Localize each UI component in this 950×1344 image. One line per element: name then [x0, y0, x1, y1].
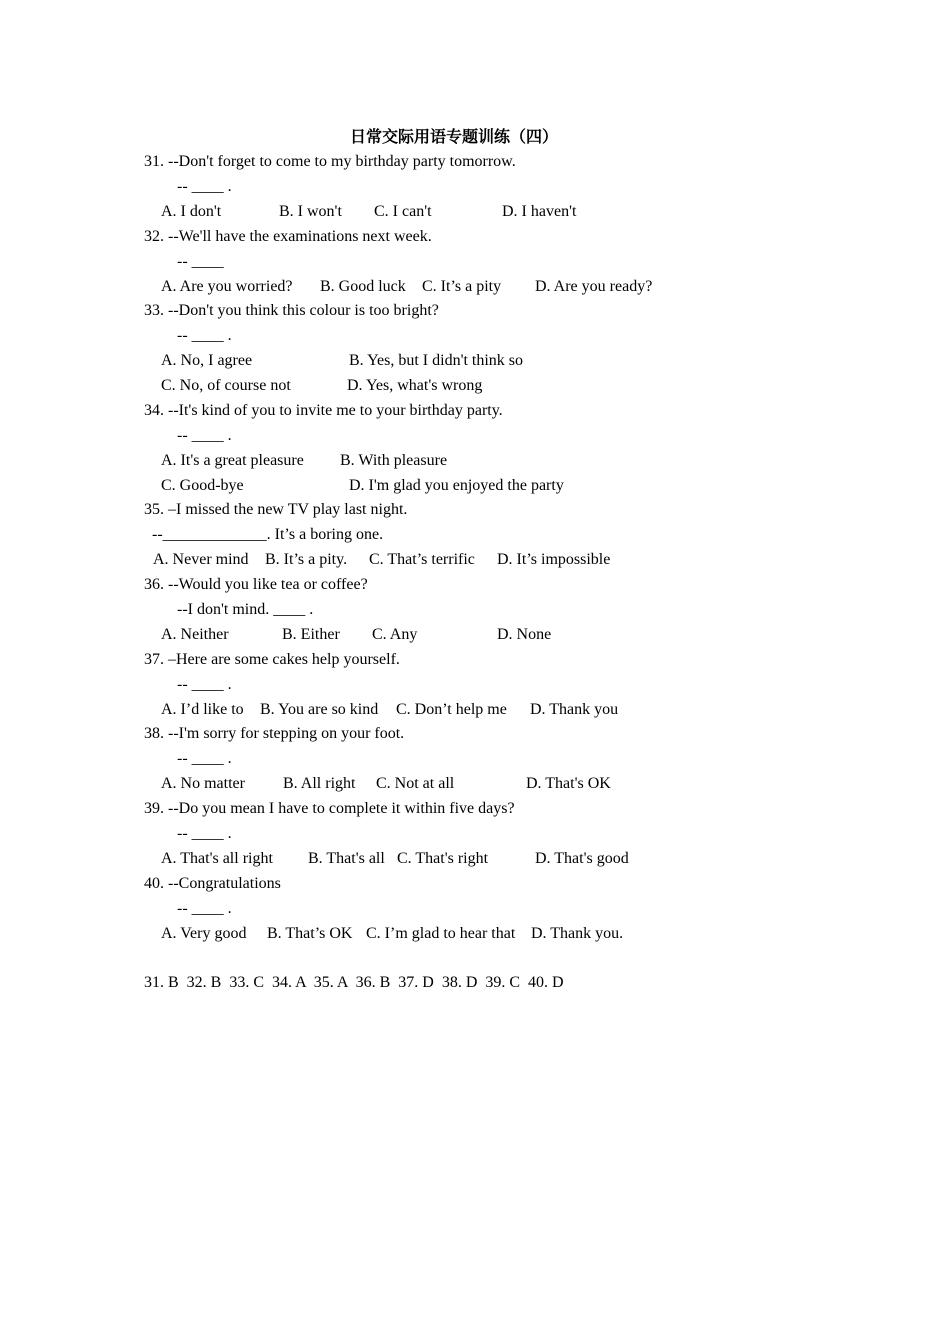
option-c: C. Don’t help me [396, 701, 507, 718]
question-reply: -- ____ . [177, 427, 232, 444]
question-stem: 39. --Do you mean I have to complete it within five days? [144, 800, 515, 817]
option-b: B. You are so kind [260, 701, 379, 718]
option-d: D. None [497, 626, 552, 643]
option-c: C. It’s a pity [422, 278, 502, 295]
option-a: A. Are you worried? [161, 278, 293, 295]
option-d: D. Are you ready? [535, 278, 653, 295]
option-d: D. It’s impossible [497, 551, 611, 568]
answer-key: 31. B 32. B 33. C 34. A 35. A 36. B 37. D 38. D 39. C 40. D [144, 974, 564, 991]
option-d: D. Thank you. [531, 925, 624, 942]
option-c: C. That’s terrific [369, 551, 475, 568]
option-a: A. I’d like to [161, 701, 244, 718]
option-a: A. I don't [161, 203, 222, 220]
option-b: B. With pleasure [340, 452, 448, 469]
option-a: A. Never mind [153, 551, 249, 568]
question-stem: 33. --Don't you think this colour is too bright? [144, 302, 439, 319]
question-stem: 36. --Would you like tea or coffee? [144, 576, 368, 593]
option-d: D. I haven't [502, 203, 577, 220]
option-b: B. It’s a pity. [265, 551, 348, 568]
question-stem: 31. --Don't forget to come to my birthday party tomorrow. [144, 153, 516, 170]
option-d: D. Yes, what's wrong [347, 377, 483, 394]
question-stem: 40. --Congratulations [144, 875, 281, 892]
option-a: A. It's a great pleasure [161, 452, 304, 469]
question-reply: --_____________. It’s a boring one. [152, 526, 384, 543]
question-reply: -- ____ . [177, 676, 232, 693]
question-stem: 37. –Here are some cakes help yourself. [144, 651, 400, 668]
option-b: B. That's all [308, 850, 385, 867]
option-b: B. Either [282, 626, 340, 643]
option-c: C. No, of course not [161, 377, 291, 394]
option-a: A. No matter [161, 775, 245, 792]
question-reply: -- ____ . [177, 900, 232, 917]
question-stem: 34. --It's kind of you to invite me to your birthday party. [144, 402, 503, 419]
option-a: A. That's all right [161, 850, 273, 867]
option-c: C. That's right [397, 850, 489, 867]
option-b: B. All right [283, 775, 356, 792]
option-c: C. Any [372, 626, 418, 643]
option-d: D. That's OK [526, 775, 611, 792]
option-a: A. No, I agree [161, 352, 253, 369]
option-c: C. Good-bye [161, 477, 244, 494]
question-stem: 38. --I'm sorry for stepping on your foot. [144, 725, 405, 742]
question-reply: -- ____ . [177, 178, 232, 195]
option-b: B. I won't [279, 203, 342, 220]
option-c: C. Not at all [376, 775, 455, 792]
option-b: B. That’s OK [267, 925, 353, 942]
option-a: A. Very good [161, 925, 247, 942]
option-d: D. Thank you [530, 701, 619, 718]
option-d: D. That's good [535, 850, 629, 867]
question-reply: -- ____ [177, 253, 224, 270]
question-reply: -- ____ . [177, 750, 232, 767]
question-reply: -- ____ . [177, 327, 232, 344]
option-a: A. Neither [161, 626, 229, 643]
page-title: 日常交际用语专题训练（四） [349, 127, 558, 146]
option-d: D. I'm glad you enjoyed the party [349, 477, 564, 494]
option-b: B. Good luck [320, 278, 406, 295]
option-c: C. I’m glad to hear that [366, 925, 516, 942]
question-stem: 32. --We'll have the examinations next week. [144, 228, 432, 245]
question-reply: --I don't mind. ____ . [177, 601, 314, 618]
option-b: B. Yes, but I didn't think so [349, 352, 524, 369]
question-stem: 35. –I missed the new TV play last night. [144, 501, 408, 518]
question-reply: -- ____ . [177, 825, 232, 842]
option-c: C. I can't [374, 203, 432, 220]
